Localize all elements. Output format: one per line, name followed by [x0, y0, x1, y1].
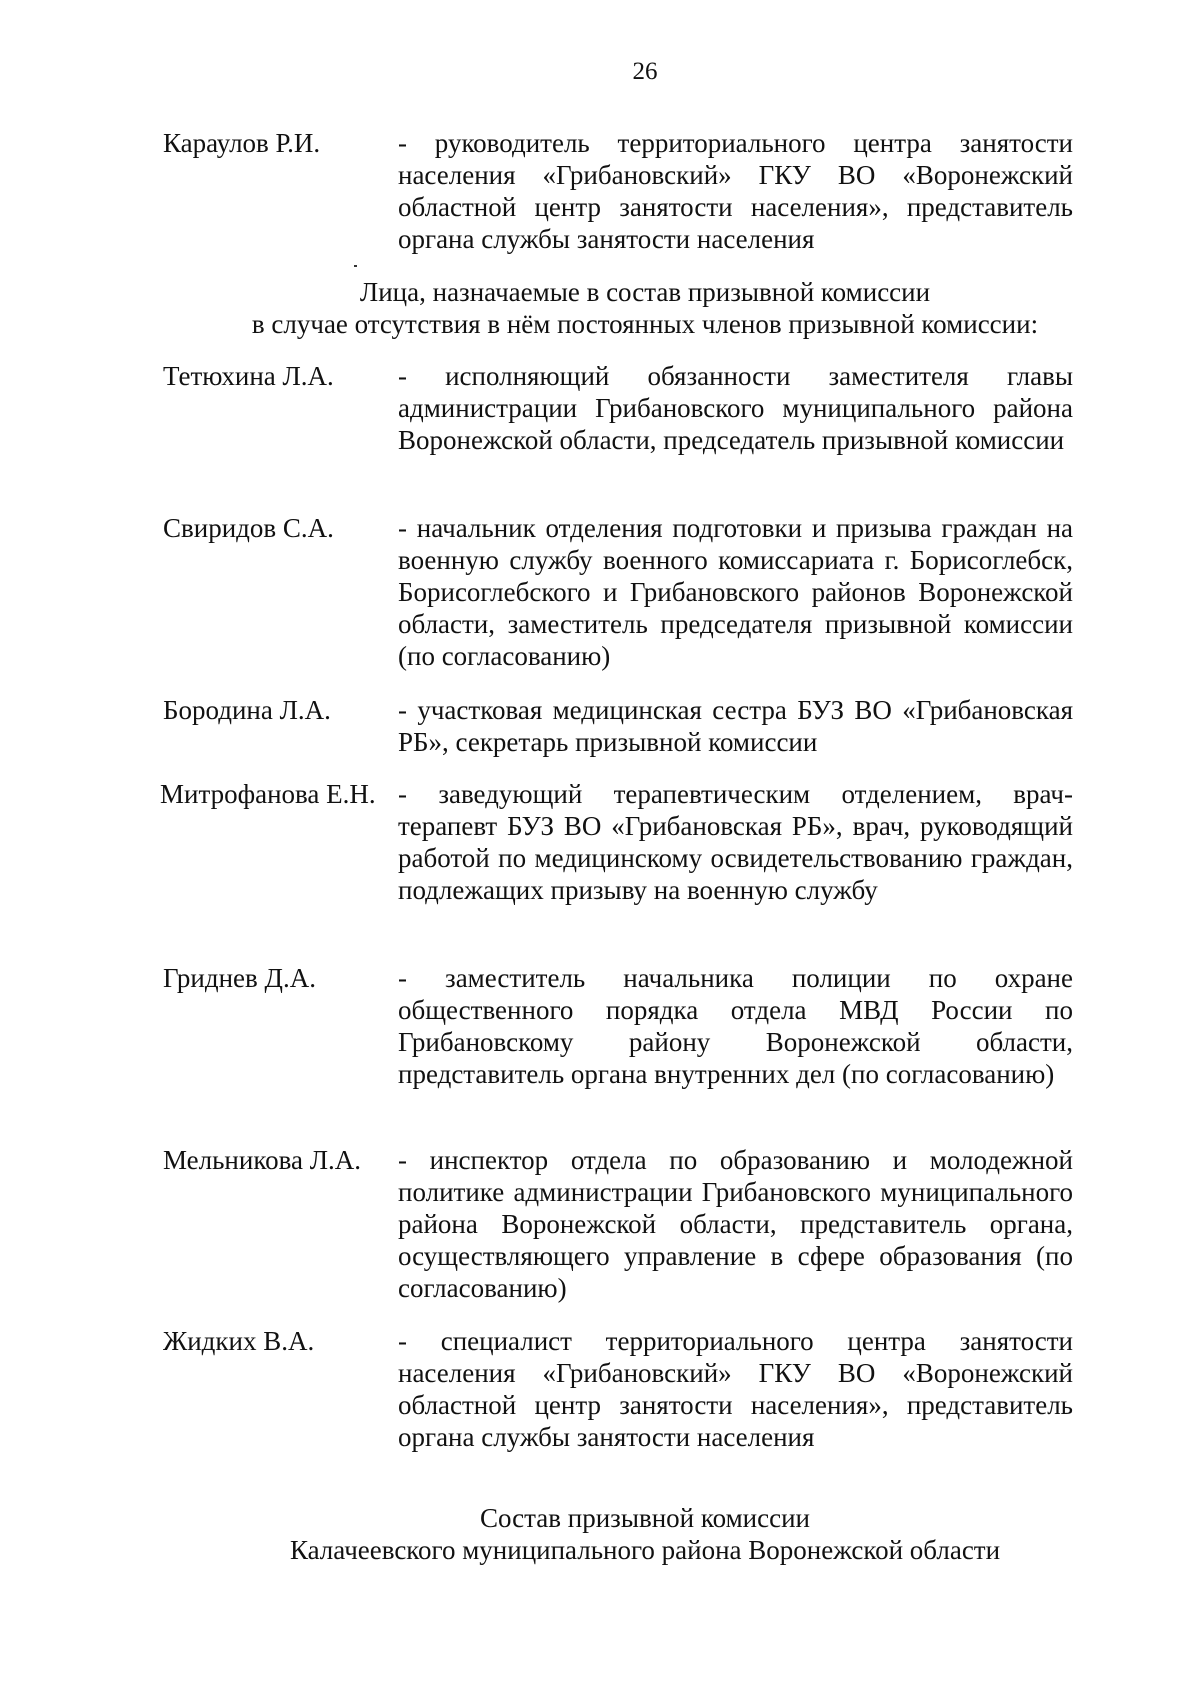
- substitute-description: - специалист территориального центра занятости населения «Грибановский» ГКУ ВО «Воронежский областной центр занятости населения», представитель органа службы занятости населения: [398, 1326, 1073, 1452]
- member-description: - руководитель территориального центра занятости населения «Грибановский» ГКУ ВО «Воронежский областной центр занятости населения», представитель органа службы занятости населения: [398, 128, 1073, 254]
- substitute-description: - исполняющий обязанности заместителя главы администрации Грибановского муниципального района Воронежской области, председатель призывной комиссии: [398, 361, 1073, 455]
- member-name: Караулов Р.И.: [163, 128, 321, 158]
- substitute-name: Свиридов С.А.: [163, 513, 334, 543]
- substitute-description: - начальник отделения подготовки и призыва граждан на военную службу военного комиссариата г. Борисоглебск, Борисоглебского и Грибановского районов Воронежской области, заместитель председателя призывной комиссии (по согласованию): [398, 513, 1073, 671]
- substitute-description: - заместитель начальника полиции по охране общественного порядка отдела МВД России по Грибановскому району Воронежской области, представитель органа внутренних дел (по согласованию): [398, 963, 1073, 1089]
- substitute-name: Жидких В.А.: [163, 1326, 315, 1356]
- substitute-description: - заведующий терапевтическим отделением, врач-терапевт БУЗ ВО «Грибановская РБ», врач, руководящий работой по медицинскому освидетельствованию граждан, подлежащих призыву на военную службу: [398, 779, 1073, 905]
- substitute-description: - участковая медицинская сестра БУЗ ВО «Грибановская РБ», секретарь призывной комиссии: [398, 695, 1073, 757]
- substitute-name: Митрофанова Е.Н.: [160, 779, 376, 809]
- substitute-name: Мельникова Л.А.: [163, 1145, 362, 1175]
- scan-mark: [354, 265, 357, 267]
- substitute-name: Тетюхина Л.А.: [163, 361, 334, 391]
- next-section-heading-line1: Состав призывной комиссии: [479, 1503, 810, 1533]
- page-number: 26: [632, 58, 658, 85]
- next-section-heading-line2: Калачеевского муниципального района Воронежской области: [289, 1535, 1001, 1565]
- substitutes-heading-line1: Лица, назначаемые в состав призывной комиссии: [359, 277, 931, 307]
- substitutes-heading-line2: в случае отсутствия в нём постоянных членов призывной комиссии:: [251, 309, 1039, 339]
- substitute-name: Бородина Л.А.: [163, 695, 331, 725]
- substitute-description: - инспектор отдела по образованию и молодежной политике администрации Грибановского муниципального района Воронежской области, представитель органа, осуществляющего управление в сфере образования (по согласованию): [398, 1145, 1073, 1303]
- substitute-name: Гриднев Д.А.: [163, 963, 316, 993]
